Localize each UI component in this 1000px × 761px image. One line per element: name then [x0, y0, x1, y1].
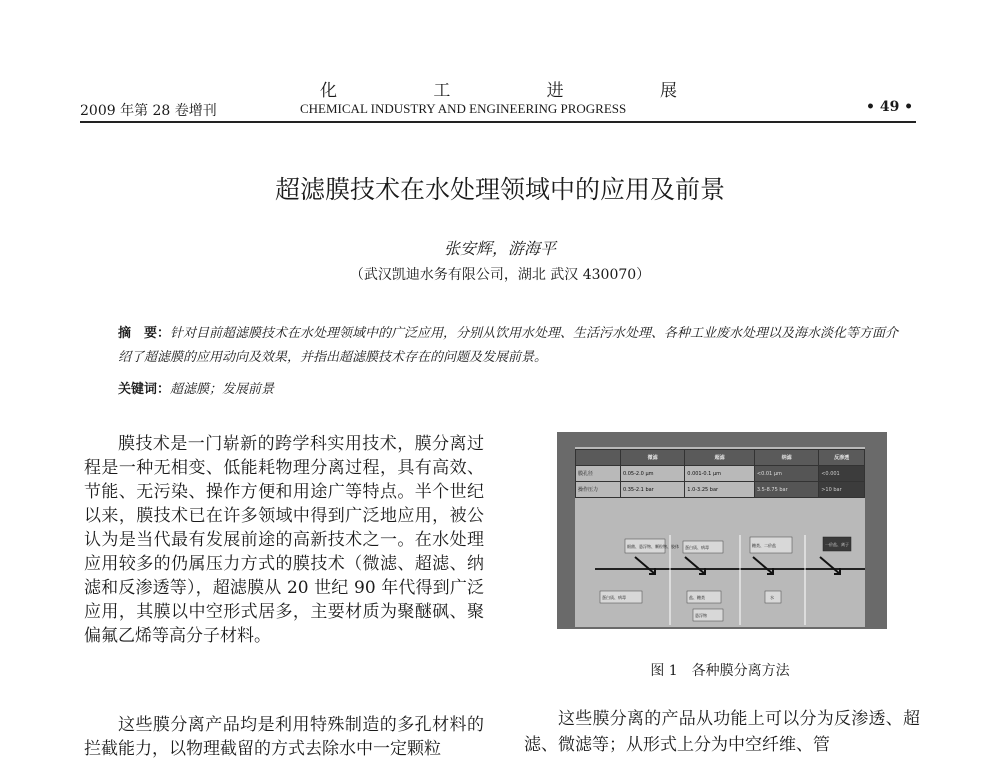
diagram-label: 蛋白质、病毒 — [602, 595, 626, 600]
table-cell: 操作压力 — [576, 482, 621, 498]
table-cell: >10 bar — [819, 482, 865, 498]
keywords-text: 超滤膜；发展前景 — [170, 382, 275, 397]
table-row — [576, 466, 865, 482]
table-cell: 0.001-0.1 μm — [685, 466, 755, 482]
paragraph-text: 这些膜分离的产品从功能上可以分为反渗透、超滤、微滤等；从形式上分为中空纤维、管 — [524, 709, 920, 755]
journal-title-en: CHEMICAL INDUSTRY AND ENGINEERING PROGRESS — [300, 101, 627, 116]
figure-image — [575, 447, 865, 627]
diagram-label: 糖类、二价盐 — [752, 543, 776, 548]
paragraph-text: 这些膜分离产品均是利用特殊制造的多孔材料的拦截能力，以物理截留的方式去除水中一定颗粒 — [84, 715, 484, 759]
body-paragraph-2 — [84, 713, 484, 761]
table-cell: <0.001 — [819, 466, 865, 482]
arrow — [820, 557, 840, 574]
journal-char: 展 — [659, 81, 680, 101]
arrows — [635, 557, 840, 574]
journal-char: 工 — [433, 81, 454, 101]
table-header-cell: 微滤 — [620, 450, 684, 466]
keywords — [118, 378, 908, 397]
table-header-cell: 超滤 — [685, 450, 755, 466]
diagram-label: 悬浮物 — [695, 613, 707, 618]
body-paragraph-1 — [84, 432, 484, 648]
issue-info: 2009 年第 28 卷增刊 — [80, 103, 217, 119]
keywords-label: 关键词： — [118, 382, 171, 397]
arrow — [635, 557, 655, 574]
table-header-cell — [576, 450, 621, 466]
table-cell: 0.35-2.1 bar — [620, 482, 684, 498]
paragraph-text: 膜技术是一门崭新的跨学科实用技术，膜分离过程是一种无相变、低能耗物理分离过程，具有高效、节能、无污染、操作方便和用途广等特点。半个世纪以来，膜技术已在许多领域中得到广泛地应用，被公认为是当代最有发展前途的高新技术之一。在水处理应用较多的仍属压力方式的膜技术（微滤、超滤、纳滤和反渗透等），超滤膜从 20 世纪 90 年代得到广泛应用，其膜以中空形式居多，主要材质为聚醚砜、聚偏氟乙烯等高分子材料。 — [84, 434, 484, 646]
diagram-label: 水 — [770, 595, 774, 600]
article-authors: 张安辉，游海平 — [443, 239, 556, 258]
diagram-label: 蛋白质、病毒 — [685, 545, 709, 550]
journal-char: 进 — [546, 81, 567, 101]
arrow — [753, 557, 773, 574]
diagram-label: 盐、糖类 — [689, 595, 705, 600]
table-cell: <0.01 μm — [754, 466, 818, 482]
table-row — [576, 482, 865, 498]
journal-title-cn — [320, 76, 680, 101]
table-header-cell: 反渗透 — [819, 450, 865, 466]
membrane-table — [575, 449, 865, 498]
table-cell: 0.05-2.0 μm — [620, 466, 684, 482]
page-number: • 49 • — [866, 99, 914, 115]
table-cell: 膜孔径 — [576, 466, 621, 482]
body-paragraph-3 — [524, 706, 920, 758]
table-header-cell: 纳滤 — [754, 450, 818, 466]
article-title: 超滤膜技术在水处理领域中的应用及前景 — [274, 175, 725, 204]
header-rule — [80, 121, 916, 123]
arrow — [685, 557, 705, 574]
table-cell: 3.5-8.75 bar — [754, 482, 818, 498]
journal-char: 化 — [320, 81, 340, 101]
table-cell: 1.0-3.25 bar — [685, 482, 755, 498]
diagram-label: 一价盐、离子 — [825, 542, 849, 547]
figure-caption: 图 1 各种膜分离方法 — [650, 663, 790, 679]
separation-diagram — [575, 529, 865, 625]
abstract — [118, 322, 908, 370]
table-header-row — [576, 450, 865, 466]
diagram-label: 细菌、悬浮物、颗粒物、胶体 — [627, 544, 679, 549]
article-affiliation: （武汉凯迪水务有限公司，湖北 武汉 430070） — [349, 267, 651, 283]
abstract-label: 摘 要： — [118, 326, 171, 341]
abstract-text: 针对目前超滤膜技术在水处理领域中的广泛应用，分别从饮用水处理、生活污水处理、各种工业废水处理以及海水淡化等方面介绍了超滤膜的应用动向及效果，并指出超滤膜技术存在的问题及发展前景。 — [118, 326, 899, 365]
